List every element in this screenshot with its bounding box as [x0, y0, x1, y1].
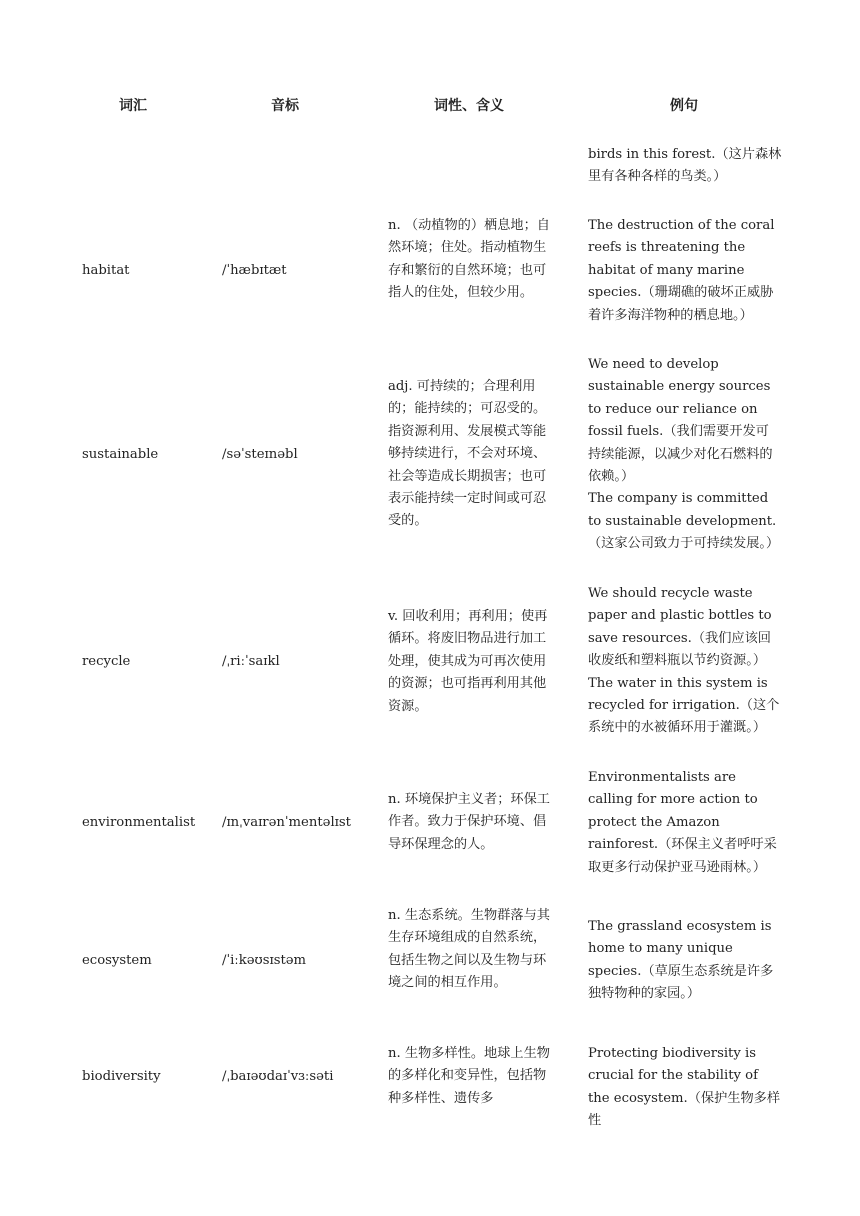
meaning-cell: n. （动植物的）栖息地；自然环境；住处。指动植物生存和繁衍的自然环境；也可指人的住处，但较少用。 [388, 218, 550, 301]
phonetic-cell: /ˈhæbɪtæt [222, 263, 287, 278]
example-cell [588, 767, 782, 879]
column-header-word: 词汇 [119, 98, 147, 114]
meaning-cell: n. 生物多样性。地球上生物的多样化和变异性，包括物种多样性、遗传多 [388, 1046, 550, 1106]
column-header-example: 例句 [670, 98, 698, 114]
phonetic-cell: /səˈsteɪnəbl [222, 447, 298, 462]
example-cell [588, 916, 782, 1006]
column-header-meaning: 词性、含义 [434, 98, 504, 114]
phonetic-cell: /ˌriːˈsaɪkl [222, 654, 280, 669]
column-header-phonetic: 音标 [271, 98, 299, 114]
meaning-cell: n. 生态系统。生物群落与其生存环境组成的自然系统，包括生物之间以及生物与环境之间的相互作用。 [388, 908, 550, 991]
example-sentence: The grassland ecosystem is home to many unique species.（草原生态系统是许多独特物种的家园。） [588, 919, 774, 1002]
word-cell: biodiversity [82, 1069, 161, 1084]
word-cell: environmentalist [82, 815, 196, 830]
example-sentence: The water in this system is recycled for irrigation.（这个系统中的水被循环用于灌溉。） [588, 675, 780, 736]
meaning-cell: adj. 可持续的；合理利用的；能持续的；可忍受的。指资源利用、发展模式等能够持续进行，不会对环境、社会等造成长期损害；也可表示能持续一定时间或可忍受的。 [388, 379, 547, 529]
example-cell [588, 354, 782, 556]
word-cell: recycle [82, 654, 131, 669]
example-sentence: The destruction of the coral reefs is threatening the habitat of many marine species.（珊瑚礁的破坏正威胁着许多海洋物种的栖息地。） [588, 218, 775, 323]
example-sentence: We should recycle waste paper and plastic bottles to save resources.（我们应该回收废纸和塑料瓶以节约资源。） [588, 586, 772, 669]
continued-example: birds in this forest.（这片森林里有各种各样的鸟类。） [588, 147, 782, 185]
meaning-cell: v. 回收利用；再利用；使再循环。将废旧物品进行加工处理，使其成为可再次使用的资源；也可指再利用其他资源。 [388, 609, 548, 714]
phonetic-cell: /ˌbaɪəʊdaɪˈvɜːsəti [222, 1069, 334, 1084]
meaning-cell: n. 环境保护主义者；环保工作者。致力于保护环境、倡导环保理念的人。 [388, 792, 550, 852]
example-sentence: The company is committed to sustainable development.（这家公司致力于可持续发展。） [588, 491, 780, 552]
phonetic-cell: /ˈiːkəʊsɪstəm [222, 953, 307, 968]
example-cell [588, 583, 782, 740]
word-cell: habitat [82, 263, 130, 278]
example-cell [588, 1043, 782, 1133]
word-cell: sustainable [82, 447, 159, 462]
example-sentence: Environmentalists are calling for more action to protect the Amazon rainforest.（环保主义者呼吁采取更多行动保护亚马逊雨林。） [588, 770, 777, 875]
word-cell: ecosystem [82, 953, 152, 968]
example-sentence: Protecting biodiversity is crucial for the stability of the ecosystem.（保护生物多样性 [588, 1046, 781, 1129]
example-sentence: We need to develop sustainable energy sources to reduce our reliance on fossil fuels.（我们需要开发可持续能源，以减少对化石燃料的依赖。） [588, 357, 773, 485]
phonetic-cell: /ɪnˌvaɪrənˈmentəlɪst [222, 815, 351, 830]
example-cell [588, 215, 782, 327]
